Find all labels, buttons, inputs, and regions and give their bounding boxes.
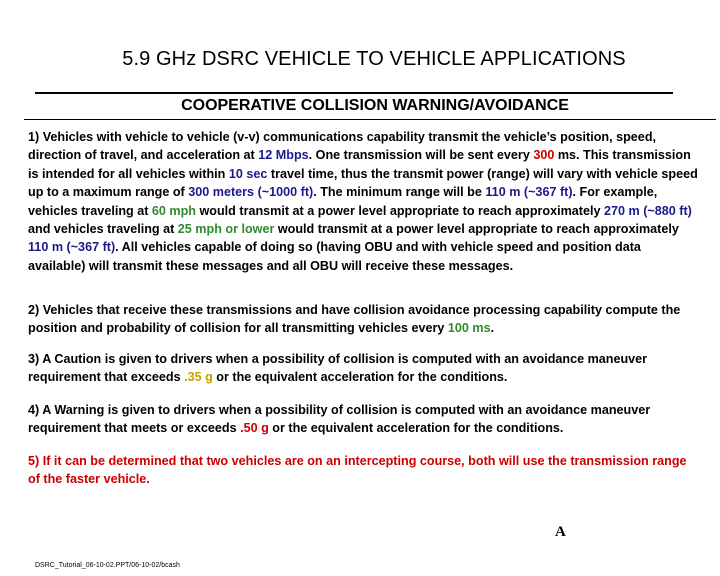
p2-highlight-interval: 100 ms	[447, 321, 491, 336]
p1-text: . For example, vehicles traveling at	[28, 185, 658, 218]
p1-text: ms. This transmission is intended for all vehicles within	[28, 148, 691, 181]
p4-text: 4) A Warning is given to drivers when a possibility of collision is computed with an avoidance maneuver requirement that meets or exceeds	[28, 403, 651, 436]
p1-text: and vehicles traveling at	[28, 222, 178, 237]
p1-highlight-speed-low: 25 mph or lower	[177, 222, 275, 237]
p1-text: 1) Vehicles with vehicle to vehicle (v-v) communications capability transmit the vehicle’s position, speed, direction of travel, and acceleration at	[28, 130, 657, 163]
p1-highlight-data-rate: 12 Mbps	[258, 148, 309, 163]
slide-mark: A	[555, 524, 566, 540]
p1-text: . The minimum range will be	[313, 185, 486, 200]
slide-subtitle: COOPERATIVE COLLISION WARNING/AVOIDANCE	[181, 97, 569, 114]
slide-title: 5.9 GHz DSRC VEHICLE TO VEHICLE APPLICATIONS	[122, 48, 626, 70]
p1-text: would transmit at a power level appropriate to reach approximately	[196, 203, 605, 218]
p3-highlight-caution-threshold: .35 g	[184, 370, 213, 385]
p3-text: 3) A Caution is given to drivers when a possibility of collision is computed with an avoidance maneuver requirement that exceeds	[28, 352, 648, 385]
p1-highlight-range-270: 270 m (~880 ft)	[604, 203, 692, 218]
p1-highlight-interval: 300	[533, 148, 555, 163]
p4-text: or the equivalent acceleration for the conditions.	[268, 421, 564, 436]
p1-text: . All vehicles capable of doing so (having OBU and with vehicle speed and position data available) will transmit these messages and all OBU will receive these messages.	[28, 240, 641, 273]
p4-highlight-warning-threshold: .50 g	[240, 421, 269, 436]
p1-text: travel time, thus the transmit power (range) will vary with vehicle speed up to a maximum range of	[28, 166, 698, 200]
subtitle-divider	[24, 119, 716, 120]
paragraph-2	[28, 301, 698, 338]
p1-text: would transmit at a power level appropriate to reach approximately	[274, 222, 679, 237]
p2-text: 2) Vehicles that receive these transmissions and have collision avoidance processing capability compute the position and probability of collision for all transmitting vehicles every	[28, 303, 681, 336]
p2-text: .	[490, 321, 495, 336]
footer-filename: DSRC_Tutorial_06-10-02.PPT/06-10-02/bcash	[35, 562, 180, 569]
p1-highlight-range-110: 110 m (~367 ft)	[28, 240, 116, 255]
p1-highlight-min-range: 110 m (~367 ft)	[485, 185, 573, 200]
p1-highlight-max-range: 300 meters (~1000 ft)	[188, 185, 314, 200]
p1-highlight-travel-time: 10 sec	[228, 166, 268, 181]
paragraph-3	[28, 350, 698, 387]
title-divider	[35, 92, 673, 94]
paragraph-5: 5) If it can be determined that two vehicles are on an intercepting course, both will use the transmission range of the faster vehicle.	[28, 454, 687, 487]
paragraph-1	[28, 128, 698, 275]
paragraph-4	[28, 401, 698, 438]
p1-text: . One transmission will be sent every	[308, 148, 534, 163]
p3-text: or the equivalent acceleration for the conditions.	[212, 370, 508, 385]
p1-highlight-speed-high: 60 mph	[151, 203, 196, 218]
